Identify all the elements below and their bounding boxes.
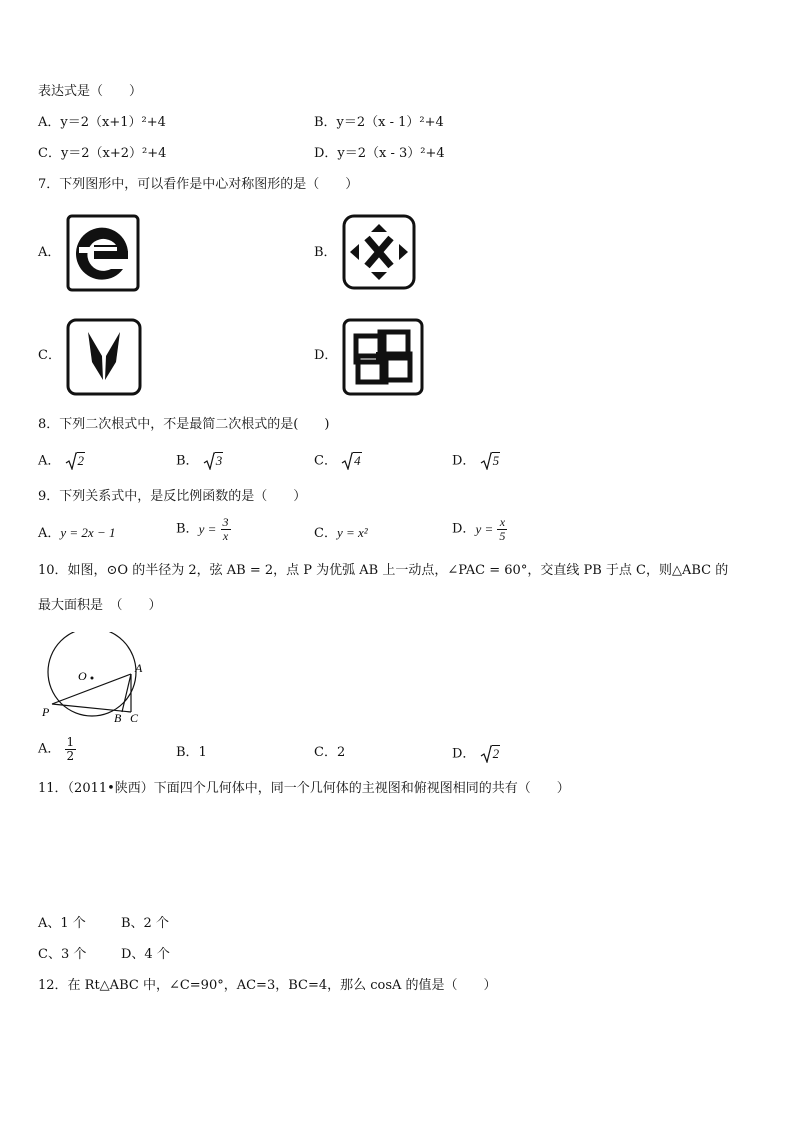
q9-label-a: A．	[38, 526, 61, 541]
q6-option-c: C．y＝2（x+2）²+4	[38, 146, 167, 161]
q11-option-a: A、1 个	[38, 916, 86, 931]
label-c: C	[130, 711, 139, 724]
q9-lhs-d: y =	[475, 521, 494, 537]
q8-label-d: D．	[452, 453, 476, 469]
q7-label-c: C．	[38, 348, 61, 363]
q9-option-a	[38, 525, 115, 542]
q10-stem-line2: 最大面积是 （ ）	[38, 598, 162, 613]
sqrt-symbol	[341, 452, 353, 470]
q9-expr-c: y = x²	[336, 525, 368, 540]
interlocked-squares-logo-icon	[342, 318, 424, 396]
q6-option-d: D．y＝2（x - 3）²+4	[314, 146, 445, 161]
q10-option-a	[38, 736, 76, 770]
q9-label-c: C．	[314, 526, 337, 541]
q9-option-d	[452, 516, 507, 552]
q9-lhs-b: y =	[198, 521, 217, 537]
q9-expr-a: y = 2x − 1	[60, 525, 116, 540]
q9-num-b: 3	[222, 515, 229, 529]
q9-label-d: D．	[452, 521, 476, 537]
circle-geometry-figure	[38, 632, 148, 724]
q7-label-d: D．	[314, 348, 338, 363]
q9-den-b: x	[222, 529, 229, 543]
label-a: A	[135, 661, 143, 675]
q8-radicand-c: 4	[354, 452, 361, 468]
letter-e-logo-icon	[66, 214, 146, 292]
q10-option-d	[452, 745, 500, 763]
q10-den-a: 2	[66, 749, 75, 763]
q8-option-c	[314, 452, 362, 470]
q10-label-a: A．	[38, 741, 61, 757]
q10-fraction-a	[65, 736, 77, 763]
q9-num-d: x	[497, 516, 507, 530]
q9-den-d: 5	[499, 529, 506, 543]
q11-option-d: D、4 个	[121, 947, 170, 962]
q9-option-c	[314, 525, 368, 542]
q8-option-a	[38, 452, 85, 470]
q8-label-c: C．	[314, 453, 337, 469]
sqrt-symbol	[480, 452, 492, 470]
q6-option-b: B．y＝2（x - 1）²+4	[314, 115, 444, 130]
q7-label-b: B．	[314, 245, 337, 260]
q10-radicand-d: 2	[492, 745, 500, 761]
sqrt-symbol	[203, 452, 215, 470]
arrows-x-logo-icon	[342, 214, 416, 290]
q9-option-b	[176, 516, 231, 552]
q6-stem-tail: 表达式是（ ）	[38, 84, 143, 99]
q9-stem: 9．下列关系式中，是反比例函数的是（ ）	[38, 489, 307, 504]
q8-radicand-d: 5	[492, 452, 500, 468]
sqrt-symbol	[65, 452, 77, 470]
q10-option-c: C．2	[314, 745, 346, 760]
q12-stem: 12．在 Rt△ABC 中，∠C=90°，AC=3，BC=4，那么 cosA 的值是（ ）	[38, 978, 497, 993]
q9-fraction-d	[497, 516, 507, 543]
q9-label-b: B．	[176, 521, 199, 537]
q8-option-d	[452, 452, 500, 470]
q8-radicand-b: 3	[215, 452, 223, 468]
q6-option-a: A．y＝2（x+1）²+4	[38, 115, 166, 130]
q10-option-b: B．1	[176, 745, 207, 760]
q8-label-a: A．	[38, 453, 61, 469]
sqrt-symbol	[480, 745, 492, 763]
q11-option-c: C、3 个	[38, 947, 87, 962]
q9-fraction-b	[221, 516, 231, 543]
q10-label-d: D．	[452, 746, 476, 762]
q8-label-b: B．	[176, 453, 199, 469]
label-b: B	[114, 711, 122, 724]
q10-num-a: 1	[66, 735, 75, 749]
q11-option-b: B、2 个	[121, 916, 169, 931]
v-shape-logo-icon	[66, 318, 144, 396]
q11-stem: 11．（2011•陕西）下面四个几何体中，同一个几何体的主视图和俯视图相同的共有（ ）	[38, 781, 570, 796]
q10-stem-line1: 10．如图，⊙O 的半径为 2，弦 AB = 2，点 P 为优弧 AB 上一动点，∠PAC = 60°，交直线 PB 于点 C，则△ABC 的	[38, 563, 729, 578]
q8-radicand-a: 2	[77, 452, 85, 468]
q8-stem: 8．下列二次根式中，不是最简二次根式的是( )	[38, 417, 330, 432]
q7-stem: 7．下列图形中，可以看作是中心对称图形的是（ ）	[38, 177, 359, 192]
q7-label-a: A．	[38, 245, 61, 260]
q8-option-b	[176, 452, 223, 470]
label-p: P	[42, 705, 50, 719]
label-o: O	[78, 669, 87, 683]
